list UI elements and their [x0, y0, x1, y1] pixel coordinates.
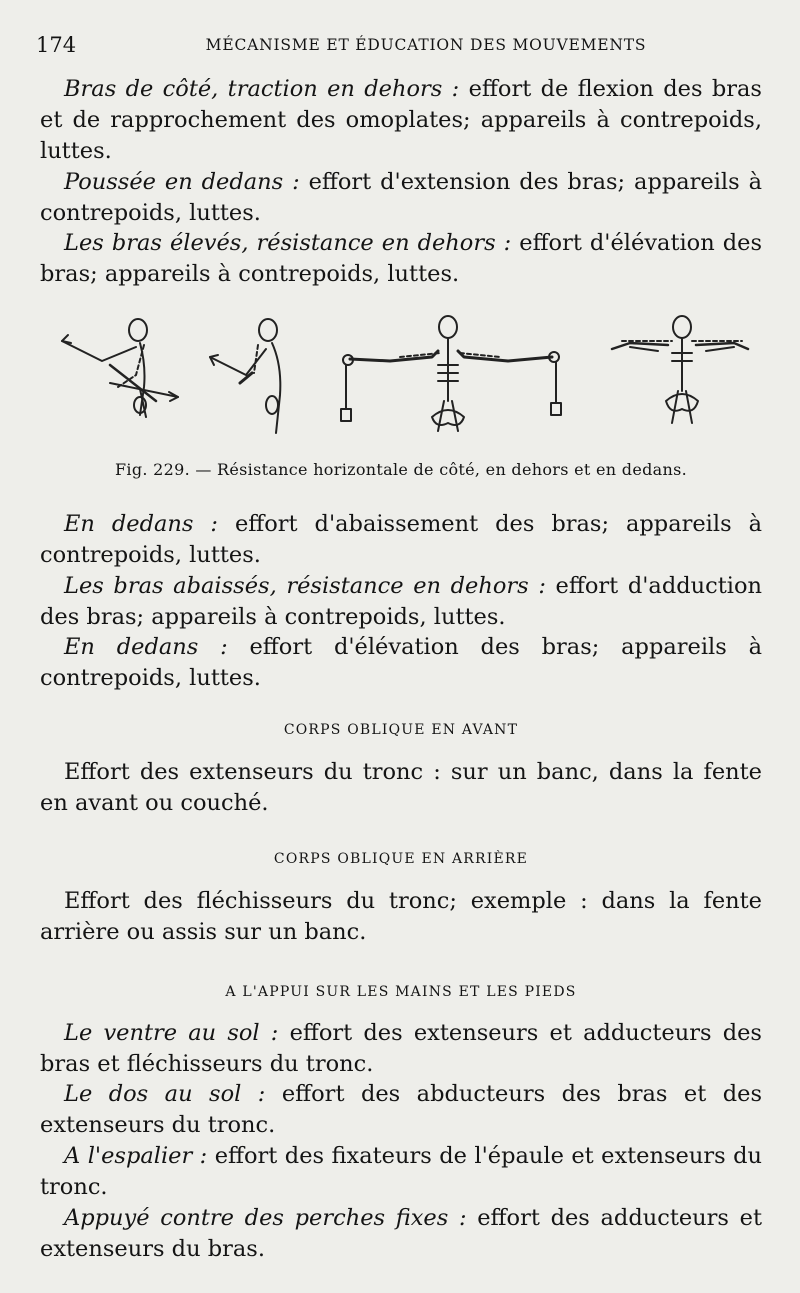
paragraph-text: effort d'adduction des bras; appareils à contrepoids, luttes. — [40, 573, 763, 630]
paragraph-text: effort des fixateurs de l'épaule et extenseurs du tronc. — [40, 1143, 762, 1200]
italic-lead: Poussée en dedans : — [64, 169, 300, 195]
figure-illustration — [40, 305, 762, 450]
paragraph-text: effort d'élévation des bras; appareils à contrepoids, luttes. — [40, 230, 762, 287]
stick-figure-2 — [210, 319, 280, 433]
section-heading: A L'APPUI SUR LES MAINS ET LES PIEDS — [225, 984, 577, 1000]
paragraph — [40, 1203, 762, 1265]
paragraph-text: effort d'élévation des bras; appareils à contrepoids, luttes. — [40, 634, 762, 691]
paragraph — [40, 571, 762, 633]
paragraph — [40, 632, 762, 694]
paragraph-text: effort des abducteurs des bras et des extenseurs du tronc. — [40, 1081, 762, 1138]
italic-lead: Appuyé contre des perches fixes : — [64, 1205, 467, 1231]
paragraph-text: effort d'extension des bras; appareils à contrepoids, luttes. — [40, 169, 762, 226]
italic-lead: Le ventre au sol : — [64, 1020, 279, 1046]
page-number: 174 — [36, 33, 77, 57]
paragraph — [40, 886, 762, 948]
paragraph — [40, 1079, 762, 1141]
page-header — [36, 33, 766, 57]
stick-figure-1 — [62, 319, 178, 417]
stick-figure-3 — [341, 316, 561, 431]
italic-lead: A l'espalier : — [64, 1143, 208, 1169]
section-heading: CORPS OBLIQUE EN ARRIÈRE — [273, 851, 529, 867]
paragraph — [40, 509, 762, 571]
paragraph — [40, 228, 762, 290]
italic-lead: En dedans : — [64, 511, 218, 537]
paragraph — [40, 1018, 762, 1080]
paragraph-text: Effort des extenseurs du tronc : sur un banc, dans la fente en avant ou couché. — [40, 759, 762, 816]
italic-lead: Le dos au sol : — [64, 1081, 266, 1107]
paragraph — [40, 167, 762, 229]
paragraph — [40, 74, 762, 167]
stick-figure-4 — [612, 316, 748, 423]
paragraph — [40, 1141, 762, 1203]
italic-lead: Les bras abaissés, résistance en dehors : — [64, 573, 546, 599]
figure-caption: Fig. 229. — Résistance horizontale de côté, en dehors et en dedans. — [115, 460, 687, 479]
paragraph-text: Effort des fléchisseurs du tronc; exemple : dans la fente arrière ou assis sur un banc. — [40, 888, 762, 945]
paragraph-text: effort de flexion des bras et de rapprochement des omoplates; appareils à contrepoids, luttes. — [40, 76, 762, 164]
figure-229 — [40, 305, 762, 450]
italic-lead: En dedans : — [64, 634, 228, 660]
italic-lead: Bras de côté, traction en dehors : — [64, 76, 460, 102]
paragraph-text: effort d'abaissement des bras; appareils à contrepoids, luttes. — [40, 511, 762, 568]
paragraph-text: effort des extenseurs et adducteurs des bras et fléchisseurs du tronc. — [40, 1020, 762, 1077]
section-heading: CORPS OBLIQUE EN AVANT — [283, 722, 519, 738]
paragraph — [40, 757, 762, 819]
paragraph-text: effort des adducteurs et extenseurs du bras. — [40, 1205, 763, 1262]
running-head: MÉCANISME ET ÉDUCATION DES MOUVEMENTS — [205, 36, 647, 54]
italic-lead: Les bras élevés, résistance en dehors : — [64, 230, 512, 256]
